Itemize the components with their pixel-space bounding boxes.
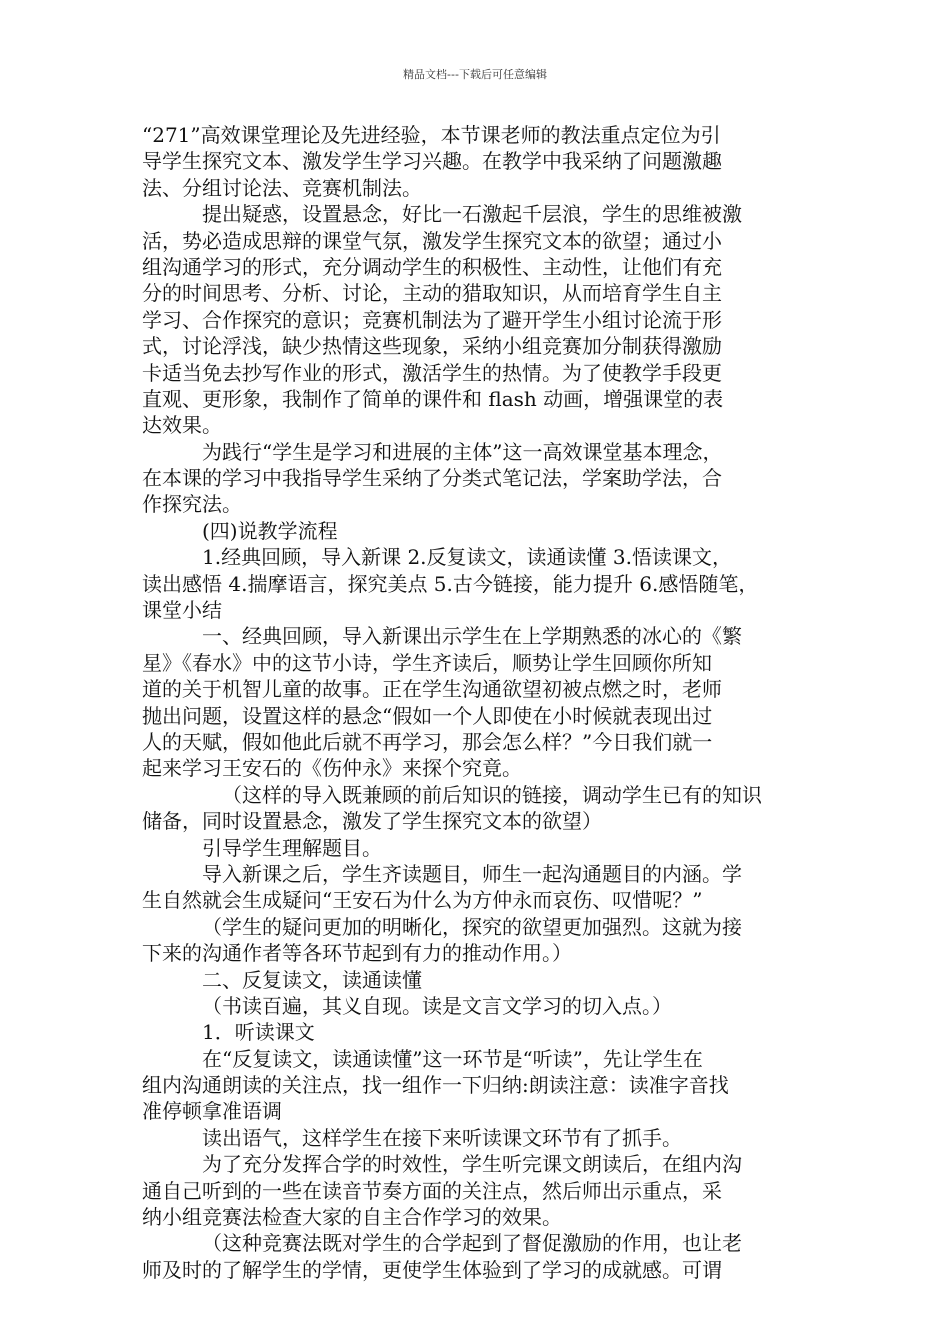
text-line: （这样的导入既兼顾的前后知识的链接，调动学生已有的知识 (222, 782, 762, 807)
text-line: 提出疑惑，设置悬念，好比一石激起千层浪，学生的思维被激 (202, 202, 742, 227)
text-line: 读出感悟 4.揣摩语言，探究美点 5.古今链接，能力提升 6.感悟随笔， (142, 571, 759, 596)
text-line: 法、分组讨论法、竞赛机制法。 (142, 175, 422, 200)
text-line: 师及时的了解学生的学情，更使学生体验到了学习的成就感。可谓 (142, 1257, 722, 1282)
text-line: 通自己听到的一些在读音节奏方面的关注点，然后师出示重点，采 (142, 1178, 722, 1203)
text-line: 活，势必造成思辩的课堂气氛，激发学生探究文本的欲望；通过小 (142, 228, 722, 253)
text-line: 为践行“学生是学习和进展的主体”这一高效课堂基本理念， (202, 439, 723, 464)
text-line: 作探究法。 (142, 492, 242, 517)
text-line: 导学生探究文本、激发学生学习兴趣。在教学中我采纳了问题激趣 (142, 149, 722, 174)
text-line: 人的天赋，假如他此后就不再学习，那会怎么样？”今日我们就一 (142, 729, 713, 754)
text-line: 储备，同时设置悬念，激发了学生探究文本的欲望） (142, 809, 602, 834)
text-line: 道的关于机智儿童的故事。正在学生沟通欲望初被点燃之时，老师 (142, 677, 722, 702)
text-line: 一、经典回顾，导入新课出示学生在上学期熟悉的冰心的《繁 (202, 624, 742, 649)
text-line: （学生的疑问更加的明晰化，探究的欲望更加强烈。这就为接 (202, 914, 742, 939)
text-line: 在“反复读文，读通读懂”这一环节是“听读”，先让学生在 (202, 1046, 703, 1071)
text-line: 准停顿拿准语调 (142, 1099, 282, 1124)
text-line: （书读百遍，其义自现。读是文言文学习的切入点。） (202, 993, 672, 1018)
text-line: 直观、更形象，我制作了简单的课件和 flash 动画，增强课堂的表 (142, 386, 724, 411)
text-line: 卡适当免去抄写作业的形式，激活学生的热情。为了使教学手段更 (142, 360, 722, 385)
document-body (142, 122, 810, 1283)
text-line: 下来的沟通作者等各环节起到有力的推动作用。） (142, 941, 572, 966)
text-line: “271”高效课堂理论及先进经验，本节课老师的教法重点定位为引 (142, 123, 721, 147)
text-line: 导入新课之后，学生齐读题目，师生一起沟通题目的内涵。学 (202, 861, 742, 886)
text-line: 在本课的学习中我指导学生采纳了分类式笔记法，学案助学法，合 (142, 466, 722, 491)
text-line: 组内沟通朗读的关注点，找一组作一下归纳:朗读注意：读准字音找 (142, 1073, 729, 1098)
page-header: 精品文档---下载后可任意编辑 (403, 68, 547, 81)
text-line: 读出语气，这样学生在接下来听读课文环节有了抓手。 (202, 1125, 682, 1150)
text-line: 生自然就会生成疑问“王安石为什么为方仲永而哀伤、叹惜呢？” (142, 888, 703, 913)
text-line: 引导学生理解题目。 (202, 835, 382, 860)
text-line: 起来学习王安石的《伤仲永》来探个究竟。 (142, 756, 522, 781)
text-line: 式，讨论浮浅，缺少热情这些现象，采纳小组竞赛加分制获得激励 (142, 334, 722, 359)
text-line: 课堂小结 (142, 598, 222, 623)
text-line: 纳小组竞赛法检查大家的自主合作学习的效果。 (142, 1205, 562, 1230)
text-line: 二、反复读文，读通读懂 (202, 967, 422, 992)
text-line: 学习、合作探究的意识；竞赛机制法为了避开学生小组讨论流于形 (142, 307, 722, 332)
text-line: (四)说教学流程 (202, 518, 338, 543)
text-line: （这种竞赛法既对学生的合学起到了督促激励的作用，也让老 (202, 1231, 742, 1256)
text-line: 1.经典回顾，导入新课 2.反复读文，读通读懂 3.悟读课文， (202, 545, 732, 570)
text-line: 为了充分发挥合学的时效性，学生听完课文朗读后，在组内沟 (202, 1152, 742, 1177)
text-line: 1．听读课文 (202, 1020, 315, 1045)
text-line: 星》《春水》中的这节小诗，学生齐读后，顺势让学生回顾你所知 (142, 650, 712, 675)
text-line: 分的时间思考、分析、讨论，主动的猎取知识，从而培育学生自主 (142, 281, 722, 306)
text-line: 组沟通学习的形式，充分调动学生的积极性、主动性，让他们有充 (142, 254, 722, 279)
text-line: 达效果。 (142, 413, 222, 438)
text-line: 抛出问题，设置这样的悬念“假如一个人即使在小时候就表现出过 (142, 703, 713, 728)
